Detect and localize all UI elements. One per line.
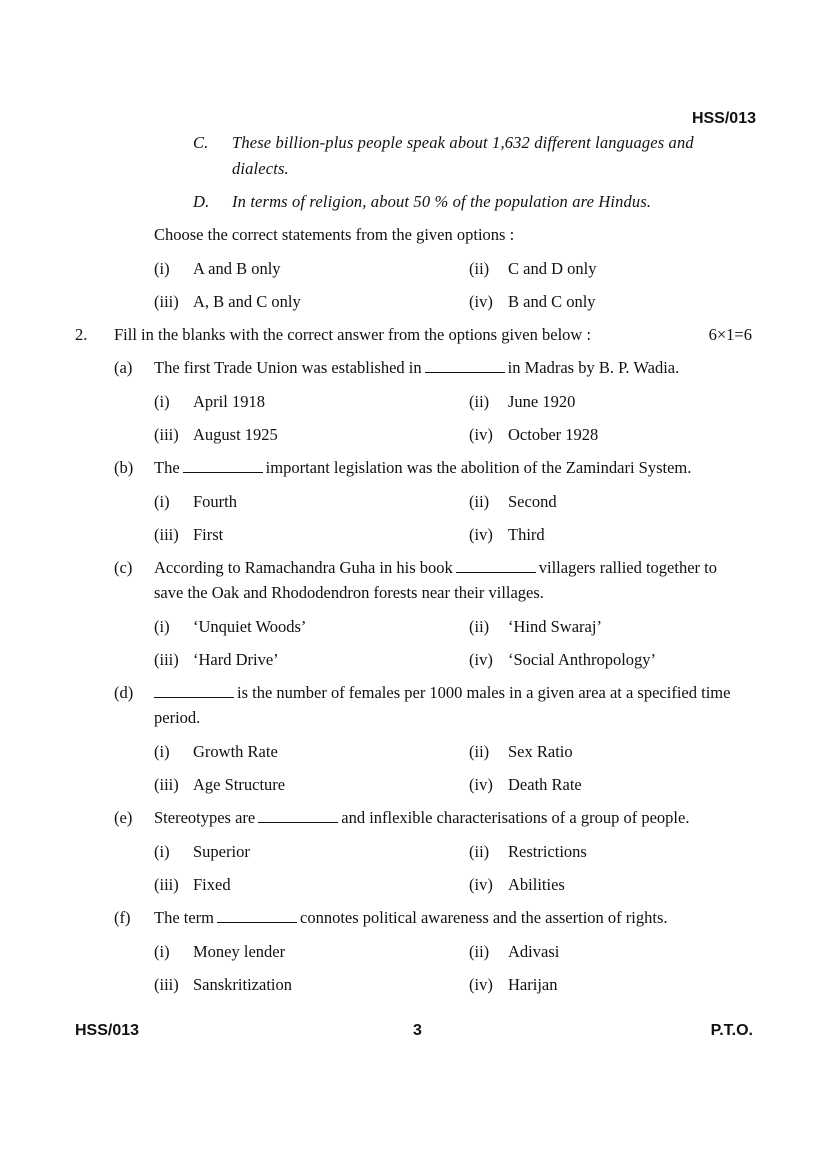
statement-d-label: D. (193, 192, 210, 211)
option-text: Age Structure (193, 775, 286, 794)
option-number: (i) (154, 617, 170, 636)
option-text: A, B and C only (193, 292, 301, 311)
option-number: (iii) (154, 875, 179, 894)
option-text: Restrictions (508, 842, 587, 861)
statement-c-line2: dialects. (232, 159, 289, 178)
option-number: (i) (154, 742, 170, 761)
option-text: Sex Ratio (508, 742, 573, 761)
statement-c-label: C. (193, 133, 209, 152)
answer-blank (154, 683, 234, 698)
option-number: (iv) (469, 775, 493, 794)
option-text: April 1918 (193, 392, 265, 411)
option-number: (iii) (154, 775, 179, 794)
option-text: Third (508, 525, 545, 544)
option-number: (i) (154, 942, 170, 961)
option-number: (iv) (469, 425, 493, 444)
option-text: Death Rate (508, 775, 582, 794)
option-text: June 1920 (508, 392, 576, 411)
option-number: (ii) (469, 617, 490, 636)
option-number: (i) (154, 392, 170, 411)
option-text: Money lender (193, 942, 286, 961)
please-turn-over: P.T.O. (710, 1022, 753, 1039)
option-text: Adivasi (508, 942, 560, 961)
part-label: (c) (114, 558, 133, 577)
option-number: (ii) (469, 492, 490, 511)
part-label: (f) (114, 908, 131, 927)
option-number: (iii) (154, 525, 179, 544)
option-number: (ii) (469, 942, 490, 961)
option-text: ‘Unquiet Woods’ (193, 617, 307, 636)
option-text: ‘Social Anthropology’ (508, 650, 657, 669)
statement-c-line1: These billion-plus people speak about 1,632 different languages and (232, 133, 694, 152)
option-number: (iii) (154, 292, 179, 311)
option-text: Superior (193, 842, 250, 861)
answer-blank (183, 458, 263, 473)
option-number: (i) (154, 842, 170, 861)
option-number: (iv) (469, 875, 493, 894)
part-question: Stereotypes are and inflexible characterisations of a group of people. (154, 808, 690, 827)
option-number: (ii) (469, 742, 490, 761)
answer-blank (456, 558, 536, 573)
statement-d-text: In terms of religion, about 50 % of the population are Hindus. (232, 192, 652, 211)
part-question: According to Ramachandra Guha in his book villagers rallied together to (154, 558, 717, 577)
option-number: (i) (154, 492, 170, 511)
option-text: October 1928 (508, 425, 599, 444)
question-marks: 6×1=6 (708, 325, 752, 344)
option-text: Sanskritization (193, 975, 292, 994)
option-number: (iv) (469, 975, 493, 994)
option-text: Fourth (193, 492, 238, 511)
question-number: 2. (75, 325, 88, 344)
option-number: (ii) (469, 842, 490, 861)
part-question: is the number of females per 1000 males in a given area at a specified time (154, 683, 730, 703)
option-text: ‘Hind Swaraj’ (508, 617, 602, 636)
option-text: C and D only (508, 259, 597, 278)
option-text: B and C only (508, 292, 596, 311)
option-text: Fixed (193, 875, 231, 894)
option-text: A and B only (193, 259, 281, 278)
option-text: ‘Hard Drive’ (193, 650, 279, 669)
answer-blank (217, 908, 297, 923)
option-number: (iv) (469, 650, 493, 669)
part-label: (d) (114, 683, 134, 702)
option-text: Harijan (508, 975, 558, 994)
option-text: August 1925 (193, 425, 278, 444)
footer-paper-code: HSS/013 (75, 1022, 140, 1039)
answer-blank (425, 358, 505, 373)
option-number: (iii) (154, 975, 179, 994)
part-label: (b) (114, 458, 134, 477)
option-number: (ii) (469, 259, 490, 278)
part-question-line2: save the Oak and Rhododendron forests near their villages. (154, 583, 544, 602)
part-question: The first Trade Union was established in in Madras by B. P. Wadia. (154, 358, 680, 377)
header-paper-code: HSS/013 (691, 110, 756, 127)
part-label: (e) (114, 808, 133, 827)
option-number: (iv) (469, 292, 493, 311)
part-question: The important legislation was the abolition of the Zamindari System. (154, 458, 692, 477)
option-text: Growth Rate (193, 742, 278, 761)
answer-blank (258, 808, 338, 823)
part-label: (a) (114, 358, 133, 377)
part-question: The term connotes political awareness and the assertion of rights. (154, 908, 668, 927)
part-question-line2: period. (154, 708, 201, 727)
option-text: Second (508, 492, 557, 511)
option-text: Abilities (508, 875, 565, 894)
option-number: (ii) (469, 392, 490, 411)
option-number: (i) (154, 259, 170, 278)
page-number: 3 (413, 1022, 422, 1039)
option-text: First (193, 525, 224, 544)
instruction-text: Choose the correct statements from the given options : (154, 225, 515, 244)
option-number: (iv) (469, 525, 493, 544)
question-prompt: Fill in the blanks with the correct answer from the options given below : (114, 325, 592, 344)
option-number: (iii) (154, 425, 179, 444)
option-number: (iii) (154, 650, 179, 669)
